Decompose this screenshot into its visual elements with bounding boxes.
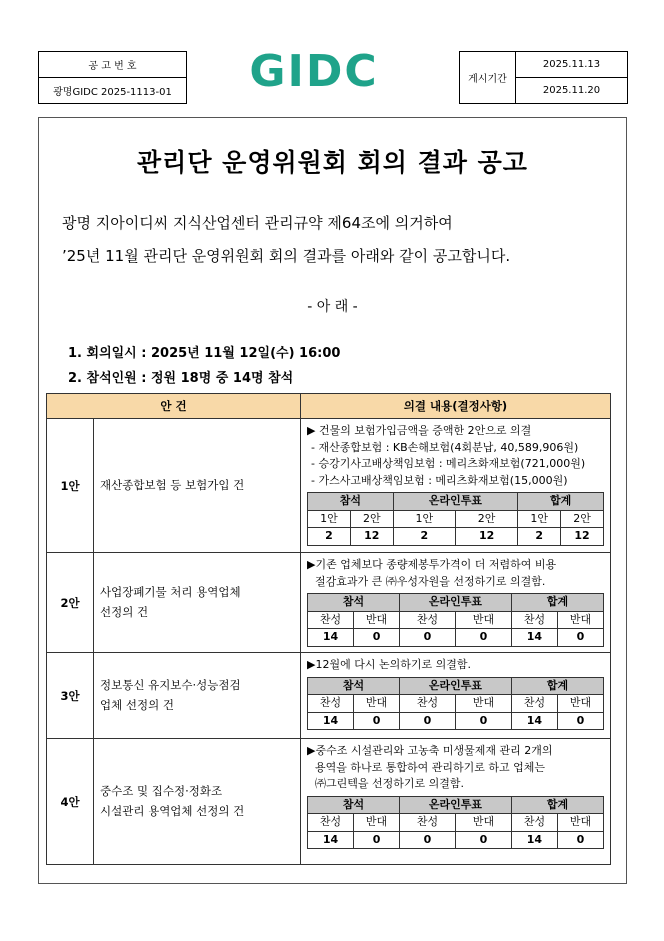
agenda-number: 4안	[47, 739, 94, 865]
table-row	[47, 739, 611, 865]
below-heading: - 아 래 -	[307, 299, 358, 315]
notice-number-box	[38, 51, 187, 104]
attendance: 2. 참석인원 : 정원 18명 중 14명 참석	[68, 371, 294, 386]
agenda-header: 안 건	[47, 394, 301, 419]
gidc-logo	[244, 46, 384, 96]
agenda-number: 1안	[47, 419, 94, 553]
agenda-name: 재산종합보험 등 보험가입 건	[94, 419, 301, 553]
agenda-table	[46, 393, 611, 865]
table-row	[47, 419, 611, 553]
notice-number: 광명GIDC 2025-1113-01	[39, 78, 187, 104]
table-row	[47, 553, 611, 653]
agenda-number: 2안	[47, 553, 94, 653]
vote-table: 참석 온라인투표 합계 찬성 반대 찬성 반대 찬성 반대 14 0 0 0 14 0	[307, 796, 604, 850]
meeting-date: 1. 회의일시 : 2025년 11월 12일(수) 16:00	[68, 346, 341, 361]
table-row	[47, 653, 611, 739]
result-header: 의결 내용(결정사항)	[301, 394, 611, 419]
page-title: 관리단 운영위원회 회의 결과 공고	[137, 148, 528, 177]
posting-start-date: 2025.11.13	[516, 52, 628, 78]
result-content: ▶12월에 다시 논의하기로 의결함. 참석 온라인투표 합계 찬성 반대 찬성 반대 찬성 반대 14 0 0 0 14 0	[301, 653, 611, 739]
vote-table: 참석 온라인투표 합계 찬성 반대 찬성 반대 찬성 반대 14 0 0 0 14 0	[307, 593, 604, 647]
agenda-name: 중수조 및 집수정·정화조 시설관리 용역업체 선정의 건	[94, 739, 301, 865]
result-content: ▶ 건물의 보험가입금액을 증액한 2안으로 의결 - 재산종합보험 : KB손해보험(4회분납, 40,589,906원) - 승강기사고배상책임보험 : 메리츠화재보험(721,000원) - 가스사고배상책임보험 : 메리츠화재보험(15,000원) 참석 온라인투표 합계 1안 2안 1안 2안 1안 2안 2 12 2 12 2 12	[301, 419, 611, 553]
intro-line-2: ’25년 11월 관리단 운영위원회 회의 결과를 아래와 같이 공고합니다.	[62, 247, 511, 265]
vote-table: 참석 온라인투표 합계 찬성 반대 찬성 반대 찬성 반대 14 0 0 0 14 0	[307, 677, 604, 731]
vote-table: 참석 온라인투표 합계 1안 2안 1안 2안 1안 2안 2 12 2 12 2 12	[307, 492, 604, 546]
agenda-name: 사업장폐기물 처리 용역업체 선정의 건	[94, 553, 301, 653]
result-content: ▶기존 업체보다 종량제봉투가격이 더 저렴하여 비용 절감효과가 큰 ㈜우성자원을 선정하기로 의결함. 참석 온라인투표 합계 찬성 반대 찬성 반대 찬성 반대 14 0 0 0 14 0	[301, 553, 611, 653]
posting-period-box	[459, 51, 628, 104]
result-content: ▶중수조 시설관리와 고농축 미생물제재 관리 2개의 용역을 하나로 통합하여 관리하기로 하고 업체는 ㈜그린텍을 선정하기로 의결함. 참석 온라인투표 합계 찬성 반대 찬성 반대 찬성 반대 14 0 0 0 14 0	[301, 739, 611, 865]
agenda-number: 3안	[47, 653, 94, 739]
notice-number-label: 공 고 번 호	[39, 52, 187, 78]
posting-period-label: 게시기간	[460, 52, 516, 104]
posting-end-date: 2025.11.20	[516, 78, 628, 104]
logo-text: GIDC	[249, 46, 379, 96]
intro-line-1: 광명 지아이디씨 지식산업센터 관리규약 제64조에 의거하여	[62, 214, 453, 232]
agenda-name: 정보통신 유지보수·성능점검 업체 선정의 건	[94, 653, 301, 739]
